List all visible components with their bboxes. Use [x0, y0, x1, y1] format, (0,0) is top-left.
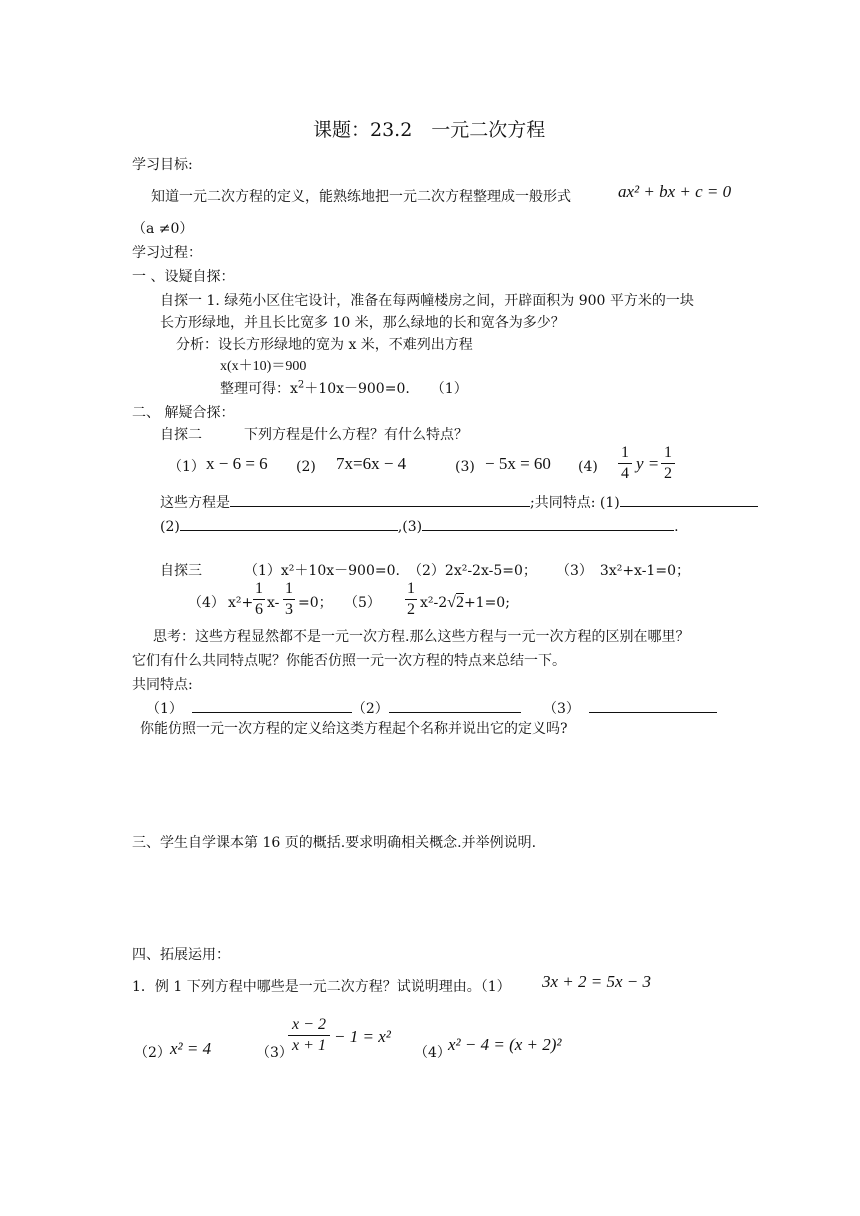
fraction-one-half-b: 1 2 [407, 580, 415, 618]
eq-label-2: (2) [296, 459, 316, 475]
zitan3-eq-3: （3） 3x²+x-1=0； [556, 563, 690, 579]
question1-line1: 自探一 1. 绿苑小区住宅设计，准备在每两幢楼房之间，开辟面积为 900 平方米的一块 [160, 293, 694, 309]
equation-2: 整理可得：$x^2+10x-900=0$. （1） [220, 379, 468, 397]
analysis-text: 分析：设长方形绿地的宽为 x 米，不难列出方程 [176, 337, 473, 353]
eq-label-4: (4) [578, 459, 598, 475]
answer-blank-feature-3[interactable] [422, 516, 674, 531]
think-line-1: 思考：这些方程显然都不是一元一次方程.那么这些方程与一元一次方程的区别在哪里？ [153, 629, 690, 645]
fraction-one-half: 1 2 [661, 444, 675, 483]
common-features-line: （1） （2） （3） [146, 698, 717, 718]
eq-label-1: （1） [168, 459, 205, 475]
example-1-text: 1．例 1 下列方程中哪些是一元二次方程？试说明理由。（1） [132, 979, 511, 995]
common-blank-2[interactable] [389, 698, 521, 713]
think-line-2: 它们有什么共同特点呢？你能否仿照一元一次方程的特点来总结一下。 [132, 653, 566, 669]
zitan3-label: 自探三 [160, 563, 202, 579]
page-title: 课题：23.2 一元二次方程 [313, 119, 546, 141]
example-3-rest: − 1 = x² [334, 1027, 391, 1046]
common-blank-3[interactable] [589, 698, 717, 713]
answer-blank-feature-2[interactable] [180, 516, 398, 531]
example-4-label: （4） [414, 1045, 451, 1061]
zitan3-eq-4c: =0； [298, 595, 333, 611]
equation-1: x(x＋10)＝900 [220, 359, 307, 374]
example-2-eq: x² = 4 [170, 1039, 212, 1058]
eq-4-mid: y = [636, 454, 660, 473]
common-blank-1[interactable] [192, 698, 352, 713]
section4-heading: 四、拓展运用： [132, 947, 230, 963]
answer-blank-feature-1[interactable] [620, 492, 758, 507]
zitan3-eq-label-5: （5） [344, 595, 381, 611]
goals-condition: （a ≠0） [132, 221, 194, 237]
section2-heading: 二、 解疑合探： [132, 405, 235, 421]
example-2-label: （2） [134, 1045, 171, 1061]
zitan3-eq-1: （1）x²＋10x－900=0. [244, 563, 400, 579]
example-3-label: （3） [256, 1045, 293, 1061]
features-line: (2) ,(3) . [160, 516, 679, 536]
define-question: 你能仿照一元一次方程的定义给这类方程起个名称并说出它的定义吗? [140, 721, 568, 737]
general-form-formula: ax² + bx + c = 0 [618, 182, 732, 201]
fraction-one-sixth: 1 6 [255, 580, 263, 618]
section3-heading: 三、学生自学课本第 16 页的概括.要求明确相关概念.并举例说明. [132, 835, 537, 851]
answer-blank-type[interactable] [230, 492, 530, 507]
these-are-line: 这些方程是 ;共同特点: (1) [160, 492, 758, 512]
eq-1: x − 6 = 6 [206, 454, 268, 473]
zitan3-eq-4a: x²+ [228, 595, 254, 611]
zitan3-eq-4b: x- [267, 595, 280, 611]
common-heading: 共同特点: [132, 677, 193, 693]
process-heading: 学习过程： [132, 245, 202, 261]
eq-label-3: (3) [455, 459, 475, 475]
section1-heading: 一 、设疑自探： [132, 269, 235, 285]
fraction-one-third: 1 3 [285, 580, 293, 618]
zitan3-eq-5: x²-2√2+1=0; [420, 594, 510, 611]
goals-heading: 学习目标: [132, 157, 193, 173]
zitan3-eq-2: （2）2x²-2x-5=0； [408, 563, 537, 579]
example-3-fraction: x − 2 x + 1 [288, 1016, 330, 1055]
example-4-eq: x² − 4 = (x + 2)² [448, 1035, 562, 1054]
goals-text: 知道一元二次方程的定义，能熟练地把一元二次方程整理成一般形式 [151, 189, 571, 205]
question1-line2: 长方形绿地，并且长比宽多 10 米，那么绿地的长和宽各为多少？ [160, 315, 565, 331]
zitan3-eq-label-4: （4） [188, 595, 225, 611]
zitan2-label: 自探二 [160, 427, 202, 443]
fraction-one-quarter: 1 4 [618, 444, 632, 483]
eq-3: − 5x = 60 [485, 454, 551, 473]
example-1-eq: 3x + 2 = 5x − 3 [542, 972, 652, 991]
zitan2-question: 下列方程是什么方程？有什么特点？ [244, 427, 468, 443]
eq-2: 7x=6x − 4 [336, 454, 407, 473]
